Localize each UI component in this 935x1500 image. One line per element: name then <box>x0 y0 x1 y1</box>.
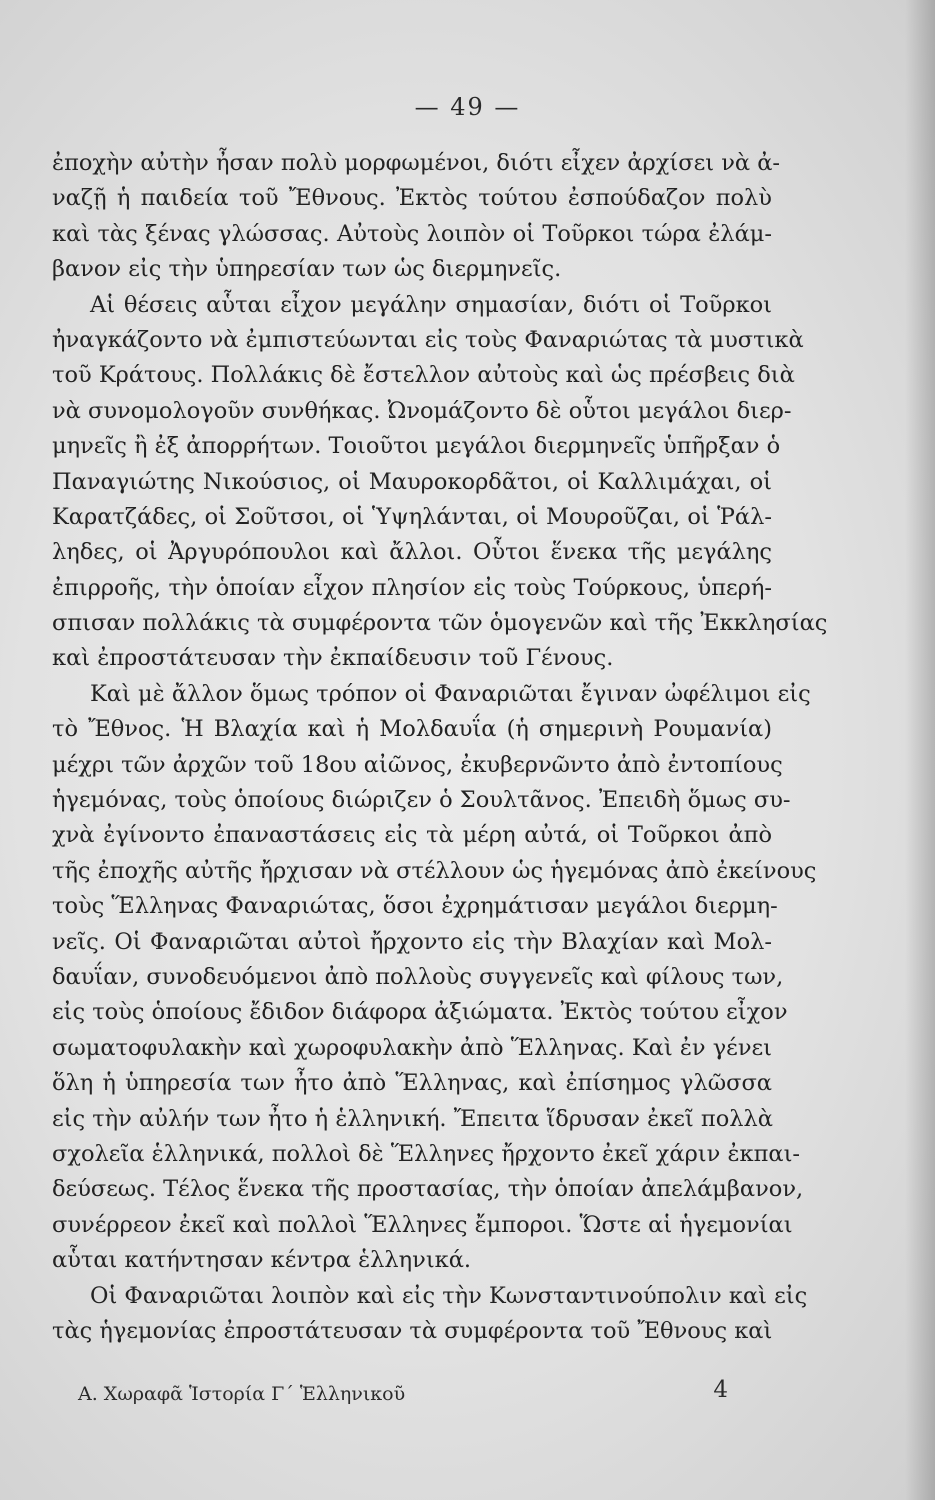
text-line: τοὺς Ἕλληνας Φαναριώτας, ὅσοι ἐχρημάτισαν μεγάλοι διερμη- <box>52 893 778 920</box>
text-line: δεύσεως. Τέλος ἕνεκα τῆς προστασίας, τὴν ὁποίαν ἀπελάμβανον, <box>52 1176 804 1203</box>
text-line: ἠναγκάζοντο νὰ ἐμπιστεύωνται εἰς τοὺς Φαναριώτας τὰ μυστικὰ <box>52 326 804 353</box>
text-line: εἰς τοὺς ὁποίους ἔδιδον διάφορα ἀξιώματα. Ἐκτὸς τούτου εἶχον <box>52 999 788 1026</box>
text-line: τὰς ἡγεμονίας ἐπροστάτευσαν τὰ συμφέροντα τοῦ Ἔθνους καὶ <box>52 1317 773 1344</box>
text-line: σπισαν πολλάκις τὰ συμφέροντα τῶν ὁμογενῶν καὶ τῆς Ἐκκλησίας <box>52 610 828 637</box>
footer-book-title: Α. Χωραφᾶ Ἱστορία Γ΄ Ἑλληνικοῦ <box>78 1383 406 1405</box>
text-line: νεῖς. Οἱ Φαναριῶται αὐτοὶ ἤρχοντο εἰς τὴν Βλαχίαν καὶ Μολ- <box>52 928 772 955</box>
page-number: — 49 — <box>414 93 521 121</box>
text-line: καὶ ἐπροστάτευσαν τὴν ἐκπαίδευσιν τοῦ Γένους. <box>52 645 614 672</box>
text-line: εἰς τὴν αὐλήν των ἦτο ἡ ἑλληνική. Ἔπειτα ἵδρυσαν ἐκεῖ πολλὰ <box>52 1105 773 1132</box>
text-line: αὗται κατήντησαν κέντρα ἑλληνικά. <box>52 1247 472 1274</box>
text-line: τῆς ἐποχῆς αὐτῆς ἤρχισαν νὰ στέλλουν ὡς ἡγεμόνας ἀπὸ ἐκείνους <box>52 857 817 884</box>
paragraph-start-line: Αἱ θέσεις αὗται εἶχον μεγάλην σημασίαν, διότι οἱ Τοῦρκοι <box>90 291 772 318</box>
paragraph-start-line: Καὶ μὲ ἄλλον ὅμως τρόπον οἱ Φαναριῶται ἔγιναν ὠφέλιμοι εἰς <box>90 680 811 707</box>
text-line: σχολεῖα ἑλληνικά, πολλοὶ δὲ Ἕλληνες ἤρχοντο ἐκεῖ χάριν ἐκπαι- <box>52 1140 801 1167</box>
text-line: συνέρρεον ἐκεῖ καὶ πολλοὶ Ἕλληνες ἔμποροι. Ὥστε αἱ ἡγεμονίαι <box>52 1211 793 1238</box>
paragraph-start-line: Οἱ Φαναριῶται λοιπὸν καὶ εἰς τὴν Κωνσταντινούπολιν καὶ εἰς <box>90 1282 808 1309</box>
text-line: τὸ Ἔθνος. Ἡ Βλαχία καὶ ἡ Μολδαυΐα (ἡ σημερινὴ Ρουμανία) <box>52 716 772 743</box>
text-line: ναζῇ ἡ παιδεία τοῦ Ἔθνους. Ἐκτὸς τούτου ἐσπούδαζον πολὺ <box>52 185 772 212</box>
text-line: βανον εἰς τὴν ὑπηρεσίαν των ὡς διερμηνεῖς. <box>52 256 562 283</box>
text-line: ὅλη ἡ ὑπηρεσία των ἦτο ἀπὸ Ἕλληνας, καὶ ἐπίσημος γλῶσσα <box>52 1070 772 1097</box>
text-line: ἐποχὴν αὐτὴν ἦσαν πολὺ μορφωμένοι, διότι εἶχεν ἀρχίσει νὰ ἀ- <box>52 150 781 176</box>
signature-mark: 4 <box>713 1377 728 1403</box>
body-text <box>52 146 828 1349</box>
page-edge-shadow <box>905 0 935 1500</box>
text-line: μέχρι τῶν ἀρχῶν τοῦ 18ου αἰῶνος, ἐκυβερνῶντο ἀπὸ ἐντοπίους <box>52 751 783 778</box>
text-line: ἡγεμόνας, τοὺς ὁποίους διώριζεν ὁ Σουλτᾶνος. Ἐπειδὴ ὅμως συ- <box>52 787 791 814</box>
text-line: ληδες, οἱ Ἀργυρόπουλοι καὶ ἄλλοι. Οὗτοι ἕνεκα τῆς μεγάλης <box>52 539 772 566</box>
text-line: τοῦ Κράτους. Πολλάκις δὲ ἔστελλον αὐτοὺς καὶ ὡς πρέσβεις διὰ <box>52 362 795 389</box>
text-line: νὰ συνομολογοῦν συνθήκας. Ὠνομάζοντο δὲ οὗτοι μεγάλοι διερ- <box>52 397 792 424</box>
text-line: Καρατζάδες, οἱ Σοῦτσοι, οἱ Ὑψηλάνται, οἱ Μουροῦζαι, οἱ Ῥάλ- <box>52 503 772 530</box>
text-line: Παναγιώτης Νικούσιος, οἱ Μαυροκορδᾶτοι, οἱ Καλλιμάχαι, οἱ <box>52 468 772 495</box>
text-line: καὶ τὰς ξένας γλώσσας. Αὐτοὺς λοιπὸν οἱ Τοῦρκοι τώρα ἐλάμ- <box>52 220 772 247</box>
text-line: χνὰ ἐγίνοντο ἐπαναστάσεις εἰς τὰ μέρη αὐτά, οἱ Τοῦρκοι ἀπὸ <box>52 822 772 849</box>
text-line: σωματοφυλακὴν καὶ χωροφυλακὴν ἀπὸ Ἕλληνας. Καὶ ἐν γένει <box>52 1034 772 1061</box>
text-line: δαυΐαν, συνοδευόμενοι ἀπὸ πολλοὺς συγγενεῖς καὶ φίλους των, <box>52 963 784 990</box>
text-line: μηνεῖς ἢ ἐξ ἀπορρήτων. Τοιοῦτοι μεγάλοι διερμηνεῖς ὑπῆρξαν ὁ <box>52 433 781 460</box>
text-line: ἐπιρροῆς, τὴν ὁποίαν εἶχον πλησίον εἰς τοὺς Τούρκους, ὑπερή- <box>52 574 772 601</box>
